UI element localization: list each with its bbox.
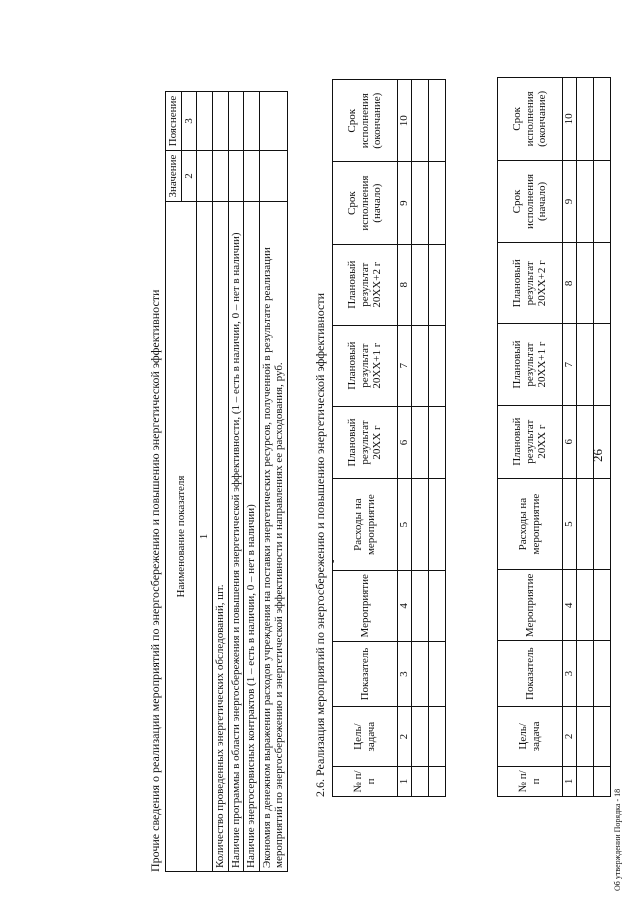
table-cell bbox=[197, 151, 213, 202]
col-number: 1 bbox=[563, 766, 577, 796]
col-header-start: Срок исполнения (начало) bbox=[333, 162, 398, 244]
table-cell bbox=[428, 641, 445, 707]
col-header-measure: Мероприятие bbox=[498, 570, 563, 641]
col-header-plan-year: Плановый результат 20XX г bbox=[498, 405, 563, 478]
col-number: 4 bbox=[563, 570, 577, 641]
table-cell bbox=[411, 641, 428, 707]
table-cell bbox=[411, 406, 428, 479]
col-header-goal: Цель/задача bbox=[333, 707, 398, 767]
col-number: 6 bbox=[563, 405, 577, 478]
table-row bbox=[244, 92, 260, 872]
col-number: 9 bbox=[563, 160, 577, 242]
activities-table-continued bbox=[497, 77, 611, 797]
table-cell bbox=[576, 766, 593, 796]
table-header-row bbox=[166, 92, 182, 872]
table-cell bbox=[576, 243, 593, 324]
section-2-6-heading: 2.6. Реализация мероприятий по энергосбережению и повышению энергетической эффективности bbox=[313, 292, 327, 797]
table-cell bbox=[593, 160, 610, 242]
col-number: 6 bbox=[398, 406, 412, 479]
col-number: 10 bbox=[398, 80, 412, 162]
table-cell bbox=[576, 570, 593, 641]
table-cell bbox=[411, 80, 428, 162]
table-cell bbox=[411, 244, 428, 325]
col-number: 7 bbox=[398, 325, 412, 406]
stray-mark: - bbox=[328, 559, 339, 563]
col-header-plan-year-1: Плановый результат 20XX+1 г bbox=[498, 324, 563, 405]
col-header-plan-year-2: Плановый результат 20XX+2 г bbox=[498, 243, 563, 324]
table-row bbox=[593, 78, 610, 797]
indicator-value bbox=[244, 151, 260, 202]
column-number-row bbox=[563, 78, 577, 797]
table-cell bbox=[576, 405, 593, 478]
table-row bbox=[228, 92, 244, 872]
col-number: 8 bbox=[563, 243, 577, 324]
col-header-value: Значение bbox=[166, 151, 182, 202]
other-info-table bbox=[165, 91, 288, 872]
col-header-indicator: Показатель bbox=[498, 641, 563, 707]
table-cell bbox=[428, 162, 445, 244]
col-number: 2 bbox=[181, 151, 197, 202]
col-header-number: № п/п bbox=[333, 766, 398, 796]
table-cell bbox=[428, 406, 445, 479]
table-cell bbox=[576, 706, 593, 766]
indicator-note bbox=[244, 92, 260, 151]
table-cell bbox=[411, 162, 428, 244]
table-cell bbox=[428, 325, 445, 406]
indicator-name: Экономия в денежном выражении расходов учреждения на поставки энергетических ресурсов, полученной в результате реализации мероприятий по энергосбережению и энергетической эффективности и направлениях ее расходования, руб. bbox=[259, 202, 287, 872]
col-number: 3 bbox=[181, 92, 197, 151]
table-cell bbox=[593, 405, 610, 478]
col-header-note: Пояснение bbox=[166, 92, 182, 151]
table-cell bbox=[576, 78, 593, 161]
col-header-start: Срок исполнения (начало) bbox=[498, 160, 563, 242]
table-cell bbox=[411, 325, 428, 406]
table-cell bbox=[197, 92, 213, 151]
indicator-note bbox=[259, 92, 287, 151]
indicator-value bbox=[228, 151, 244, 202]
col-number: 10 bbox=[563, 78, 577, 161]
table-cell bbox=[428, 570, 445, 641]
indicator-note bbox=[228, 92, 244, 151]
table-cell bbox=[576, 160, 593, 242]
col-number: 2 bbox=[563, 706, 577, 766]
table-cell bbox=[593, 706, 610, 766]
column-number-row bbox=[398, 80, 412, 797]
col-number: 9 bbox=[398, 162, 412, 244]
table-cell bbox=[576, 641, 593, 707]
col-number: 5 bbox=[398, 479, 412, 570]
table-cell bbox=[411, 570, 428, 641]
table-header-row bbox=[333, 80, 398, 797]
col-header-end: Срок исполнения (окончание) bbox=[498, 78, 563, 161]
indicator-name: Наличие энергосервисных контрактов (1 – есть в наличии, 0 – нет в наличии) bbox=[244, 202, 260, 872]
col-number: 3 bbox=[563, 641, 577, 707]
column-number-row bbox=[197, 92, 213, 872]
table-cell bbox=[428, 479, 445, 570]
table-cell bbox=[411, 707, 428, 767]
col-header-end: Срок исполнения (окончание) bbox=[333, 80, 398, 162]
col-number: 3 bbox=[398, 641, 412, 707]
table-cell bbox=[593, 641, 610, 707]
col-number: 2 bbox=[398, 707, 412, 767]
col-header-plan-year-1: Плановый результат 20XX+1 г bbox=[333, 325, 398, 406]
col-header-indicator-name: Наименование показателя bbox=[166, 202, 197, 872]
table-cell bbox=[576, 324, 593, 405]
col-header-costs: Расходы на мероприятие bbox=[498, 478, 563, 570]
table-cell bbox=[428, 244, 445, 325]
table-cell bbox=[428, 707, 445, 767]
indicator-value bbox=[212, 151, 228, 202]
col-header-plan-year: Плановый результат 20XX г bbox=[333, 406, 398, 479]
table-cell bbox=[576, 478, 593, 570]
col-header-indicator: Показатель bbox=[333, 641, 398, 707]
col-number: 5 bbox=[563, 478, 577, 570]
col-number: 1 bbox=[398, 766, 412, 796]
col-number: 4 bbox=[398, 570, 412, 641]
table-cell bbox=[593, 78, 610, 161]
table-header-row bbox=[498, 78, 563, 797]
indicator-name: Количество проведенных энергетических обследований, шт. bbox=[212, 202, 228, 872]
indicator-name: Наличие программы в области энергосбережения и повышения энергетической эффективности, (1 – есть в наличии, 0 – нет в наличии) bbox=[228, 202, 244, 872]
col-number: 8 bbox=[398, 244, 412, 325]
table-cell bbox=[593, 243, 610, 324]
table-row bbox=[259, 92, 287, 872]
col-header-measure: Мероприятие bbox=[333, 570, 398, 641]
activities-table-2-6 bbox=[332, 79, 446, 797]
col-number: 7 bbox=[563, 324, 577, 405]
table-cell bbox=[428, 80, 445, 162]
col-header-goal: Цель/задача bbox=[498, 706, 563, 766]
footer-note: Об утверждении Порядка - 18 bbox=[613, 788, 622, 891]
table-cell bbox=[428, 766, 445, 796]
other-info-heading: Прочие сведения о реализации мероприятий по энергосбережению и повышению энергетической эффективности bbox=[148, 289, 162, 872]
page-number: 26 bbox=[590, 449, 605, 462]
table-cell bbox=[411, 766, 428, 796]
col-number: 1 bbox=[197, 202, 213, 872]
table-cell bbox=[593, 766, 610, 796]
col-header-number: № п/п bbox=[498, 766, 563, 796]
table-cell bbox=[593, 478, 610, 570]
table-row bbox=[428, 80, 445, 797]
table-cell bbox=[593, 324, 610, 405]
table-cell bbox=[411, 479, 428, 570]
col-header-costs: Расходы на мероприятие bbox=[333, 479, 398, 570]
indicator-note bbox=[212, 92, 228, 151]
table-row bbox=[411, 80, 428, 797]
indicator-value bbox=[259, 151, 287, 202]
table-row bbox=[576, 78, 593, 797]
table-cell bbox=[593, 570, 610, 641]
col-header-plan-year-2: Плановый результат 20XX+2 г bbox=[333, 244, 398, 325]
table-row bbox=[212, 92, 228, 872]
